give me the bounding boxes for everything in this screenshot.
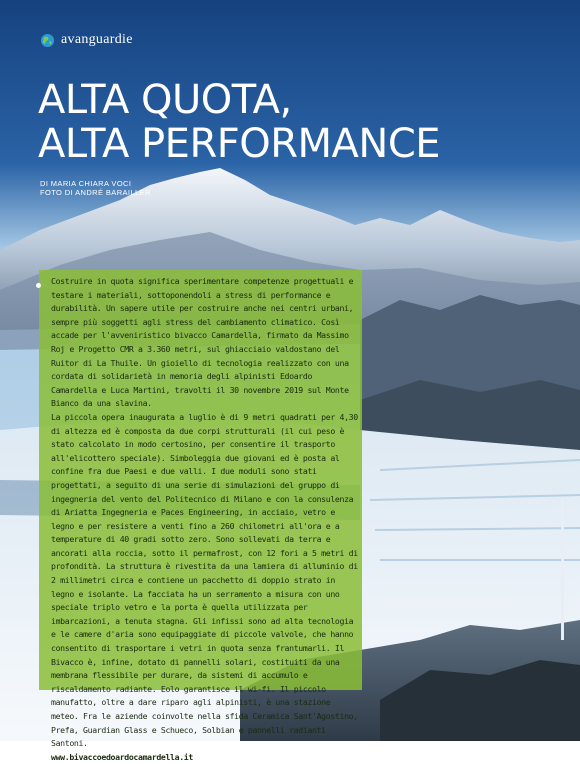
section-header [40,32,133,48]
article-paragraph-1: Costruire in quota significa sperimentare competenze progettuali e testare i materiali, sottoponendoli a stress di performance e durabilità. Un sapere utile per costruire anche nei centri urbani, sempre più soggetti agli stress del cambiamento climatico. Così accade per l'avveniristico bivacco Camardella, firmato da Massimo Roj e Progetto CMR a 3.360 metri, sul ghiacciaio valdostano del Ruitor di La Thuile. Un gioiello di tecnologia realizzato con una cordata di solidarietà in memoria degli alpinisti Edoardo Camardella e Luca Martini, travolti il 30 novembre 2019 sul Monte Bianco da una slavina. [51,276,354,409]
byline [40,179,151,197]
article-paragraph-2: La piccola opera inaugurata a luglio è di 9 metri quadrati per 4,30 di altezza ed è composta da due corpi strutturali (il cui peso è stato calcolato in modo certosino, per consentire il trasporto all'elicottero speciale). Simboleggia due giovani ed è posta al confine fra due Paesi e due valli. I due moduli sono stati progettati, a seguito di una serie di simulazioni del gruppo di ingegneria del vento del Politecnico di Milano e con la consulenza di Ariatta Ingegneria e Paces Engineering, in acciaio, vetro e legno e per resistere a venti fino a 260 chilometri all'ora e a temperature di 40 gradi sotto zero. Sono sollevati da terra e ancorati alla roccia, sotto il permafrost, con 12 fori a 5 metri di profondità. La struttura è rivestita da una lamiera di alluminio di 2 millimetri circa e contiene un pacchetto di doppio strato in legno e isolante. La facciata ha un serramento a misura con uno speciale triplo vetro e la porta è quella utilizzata per imbarcazioni, a tenuta stagna. Gli infissi sono ad alta tecnologia e le camere d'aria sono equipaggiate di piccole valvole, che hanno consentito di trasportare i vetri in quota senza frantumarli. Il Bivacco è, infine, dotato di pannelli solari, costituiti da una membrana flessibile per durare, da sistemi di accumulo e riscaldamento radiante. Eolo garantisce il wi-fi. Il piccolo manufatto, oltre a dare riparo agli alpinisti, è una stazione meteo. Fra le aziende coinvolte nella sfida Ceramica Sant'Agostino, Prefa, Guardian Glass e Schueco, Solbian e pannelli radianti Santoni. [51,411,358,749]
article-body [51,275,359,764]
photo-credit: FOTO DI ANDRÉ BARAILLER [40,188,151,197]
headline-line-2: ALTA PERFORMANCE [38,121,441,167]
bullet-marker [36,283,41,288]
globe-icon [40,33,55,48]
headline-line-1: ALTA QUOTA, [38,77,292,123]
page-title [38,78,440,166]
author-credit: DI MARIA CHIARA VOCI [40,179,132,188]
section-label: avanguardie [61,32,133,47]
website-link[interactable]: www.bivaccoedoardocamardella.it [51,751,193,762]
